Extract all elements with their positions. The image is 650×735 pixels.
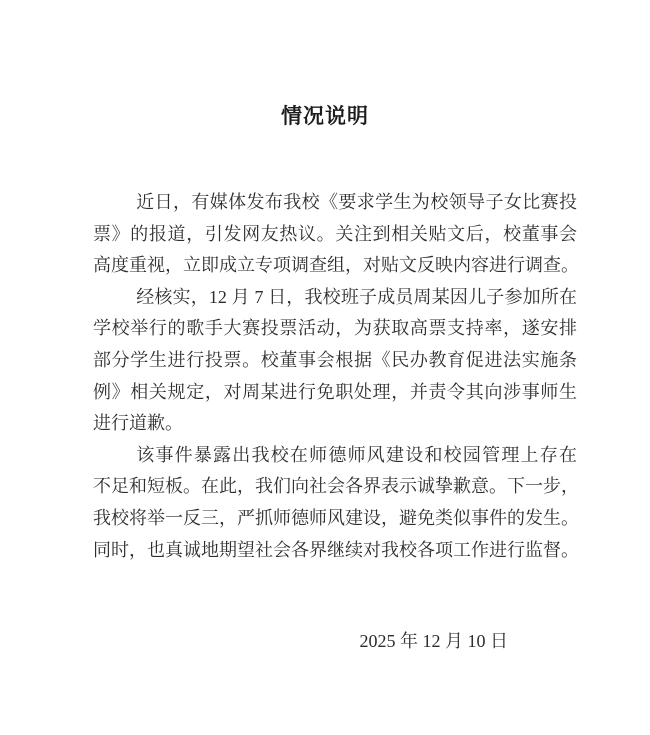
body-line: 票》的报道，引发网友热议。关注到相关贴文后，校董事会 xyxy=(93,223,577,244)
body-line: 不足和短板。在此，我们向社会各界表示诚挚歉意。下一步， xyxy=(93,476,579,497)
body-line: 进行道歉。 xyxy=(93,413,183,434)
body-line: 我校将举一反三，严抓师德师风建设，避免类似事件的发生。 xyxy=(93,507,579,528)
body-line: 近日，有媒体发布我校《要求学生为校领导子女比赛投 xyxy=(136,192,577,212)
body-line: 例》相关规定，对周某进行免职处理，并责令其向涉事师生 xyxy=(93,381,577,402)
document-body xyxy=(93,187,577,566)
document-title: 情况说明 xyxy=(281,105,369,128)
document-date: 2025 年 12 月 10 日 xyxy=(359,631,508,651)
body-line: 部分学生进行投票。校董事会根据《民办教育促进法实施条 xyxy=(93,349,577,370)
body-line: 学校举行的歌手大赛投票活动，为获取高票支持率，遂安排 xyxy=(93,318,577,339)
body-line: 同时，也真诚地期望社会各界继续对我校各项工作进行监督。 xyxy=(93,539,579,560)
body-line: 高度重视，立即成立专项调查组，对贴文反映内容进行调查。 xyxy=(93,255,579,276)
body-line: 经核实，12 月 7 日，我校班子成员周某因儿子参加所在 xyxy=(136,286,577,307)
body-line: 该事件暴露出我校在师德师风建设和校园管理上存在 xyxy=(136,444,577,465)
